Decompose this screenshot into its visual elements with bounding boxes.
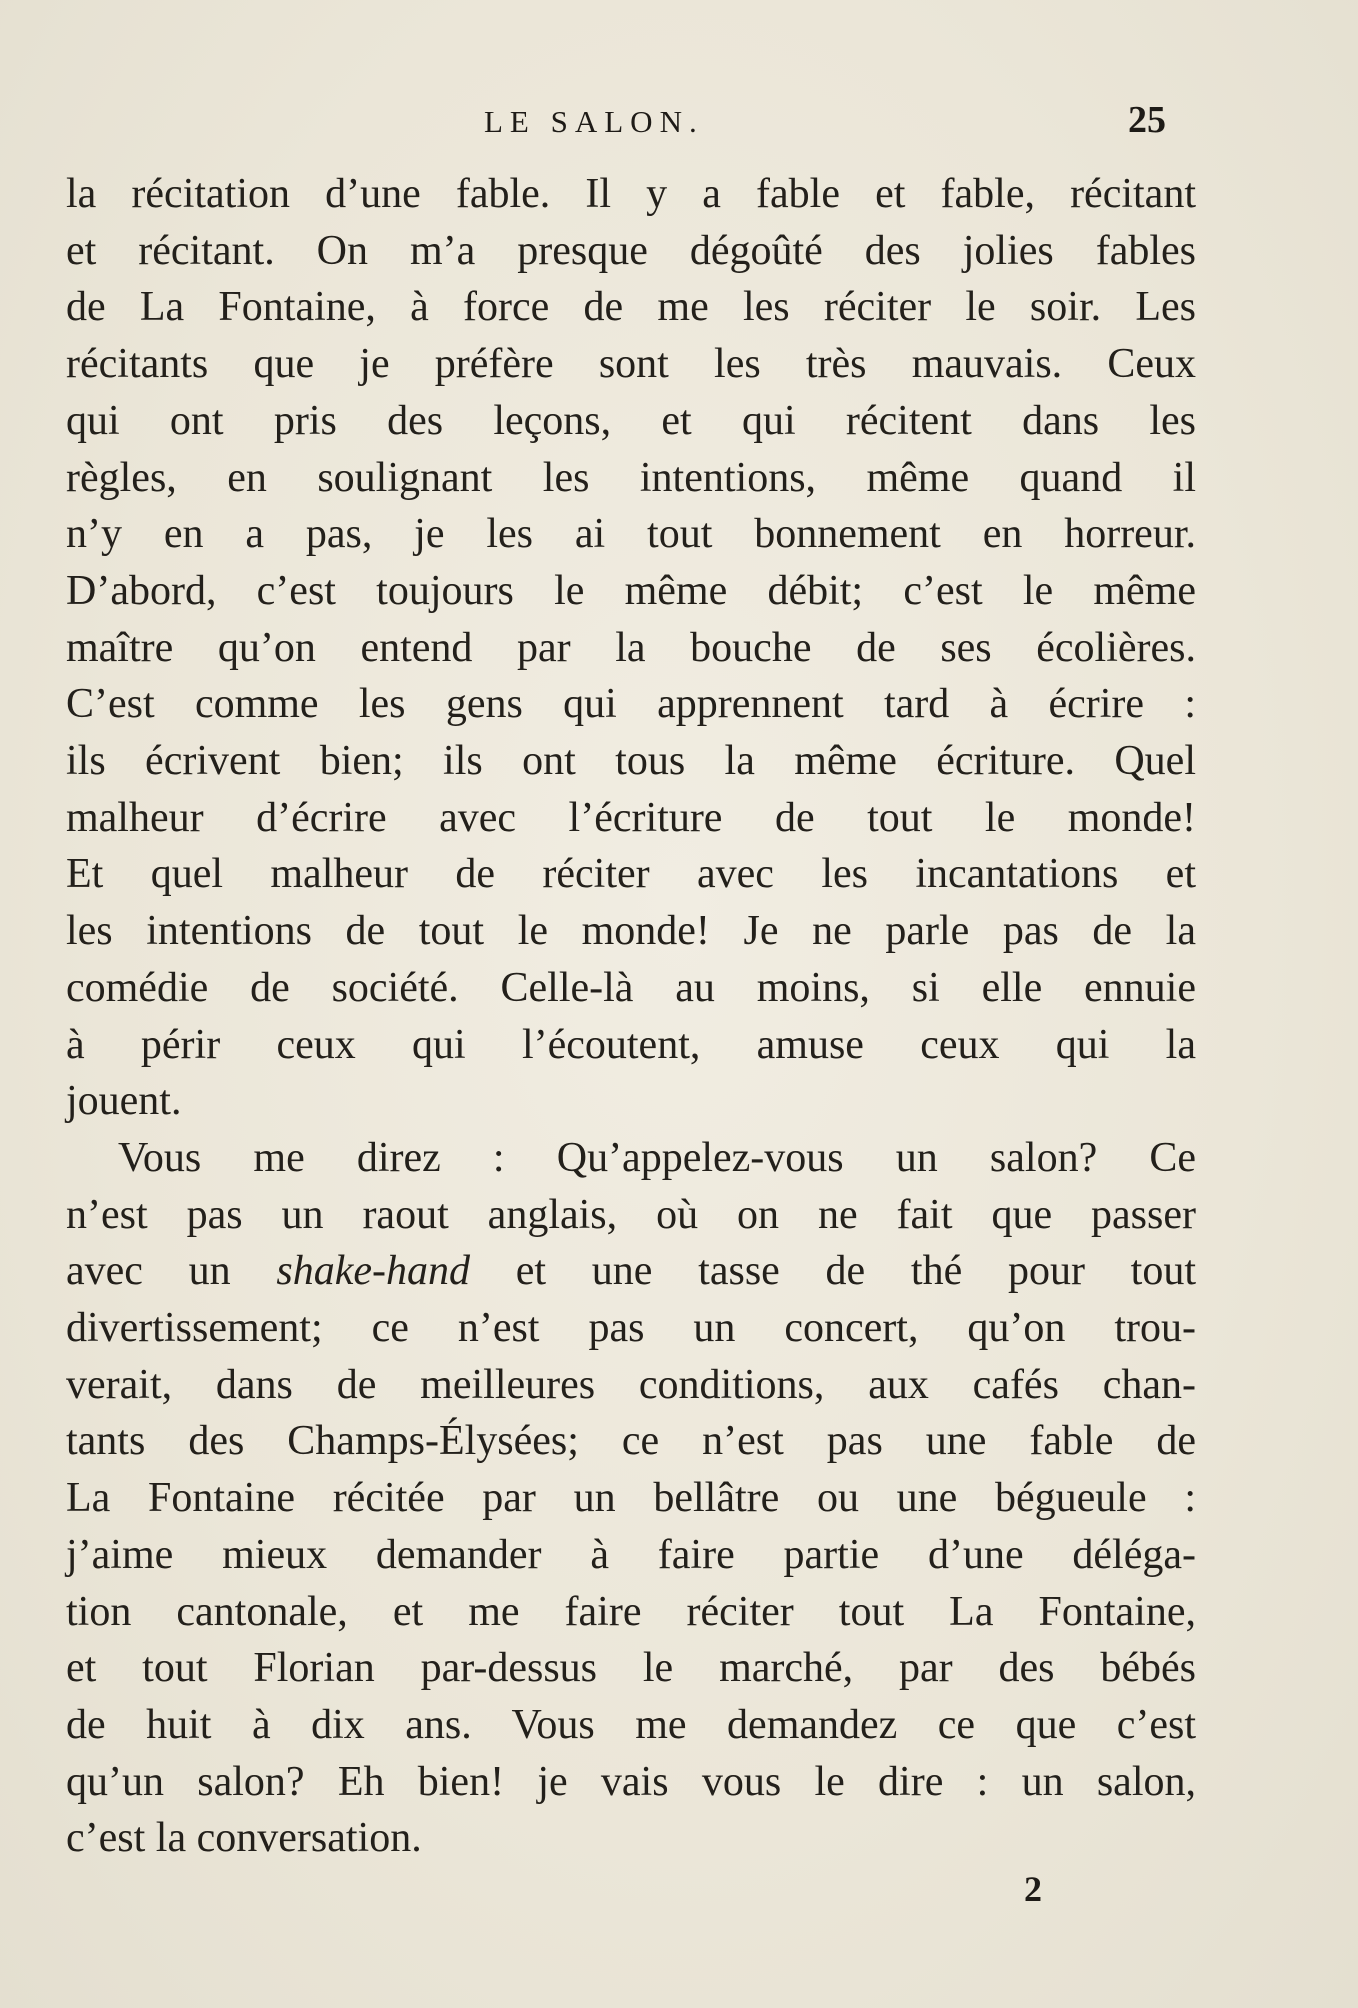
- text-line: règles, en soulignant les intentions, même quand il: [66, 454, 1196, 501]
- page-number: 25: [1128, 99, 1166, 141]
- text-line: qui ont pris des leçons, et qui récitent dans les: [66, 397, 1196, 444]
- text-line: C’est comme les gens qui apprennent tard à écrire :: [66, 681, 1196, 728]
- body-text: [66, 166, 1196, 1867]
- text-line: de La Fontaine, à force de me les réciter le soir. Les: [66, 284, 1196, 331]
- text-segment: et une tasse de thé pour tout: [515, 1248, 1196, 1295]
- text-line: verait, dans de meilleures conditions, aux cafés chan-: [66, 1361, 1196, 1408]
- text-line: les intentions de tout le monde! Je ne parle pas de la: [66, 908, 1196, 955]
- text-line: qu’un salon? Eh bien! je vais vous le dire : un salon,: [66, 1758, 1196, 1805]
- paragraph-end-line: c’est la conversation.: [66, 1815, 422, 1862]
- signature-mark: 2: [1024, 1869, 1042, 1909]
- page-header: [0, 98, 1358, 148]
- text-line: tants des Champs-Élysées; ce n’est pas une fable de: [66, 1418, 1196, 1465]
- text-line-with-italic: [66, 1243, 1196, 1300]
- paragraph-start-line: Vous me direz : Qu’appelez-vous un salon? Ce: [118, 1134, 1196, 1181]
- running-title: LE SALON.: [484, 104, 704, 139]
- text-line: comédie de société. Celle-là au moins, si elle ennuie: [66, 964, 1196, 1011]
- text-line: malheur d’écrire avec l’écriture de tout le monde!: [66, 794, 1196, 841]
- paragraph-end-line: jouent.: [66, 1078, 182, 1125]
- text-segment: avec un: [66, 1248, 231, 1295]
- text-line: divertissement; ce n’est pas un concert, qu’on trou-: [66, 1305, 1196, 1352]
- text-line: D’abord, c’est toujours le même débit; c’est le même: [66, 567, 1196, 614]
- text-line: de huit à dix ans. Vous me demandez ce que c’est: [66, 1701, 1196, 1748]
- text-line: la récitation d’une fable. Il y a fable et fable, récitant: [66, 171, 1196, 217]
- text-line: et tout Florian par-dessus le marché, par des bébés: [66, 1645, 1196, 1692]
- text-line: La Fontaine récitée par un bellâtre ou une bégueule :: [66, 1475, 1196, 1522]
- text-line: récitants que je préfère sont les très mauvais. Ceux: [66, 341, 1196, 388]
- text-line: j’aime mieux demander à faire partie d’une déléga-: [66, 1531, 1196, 1578]
- text-line: n’est pas un raout anglais, où on ne fait que passer: [66, 1191, 1196, 1238]
- text-line: maître qu’on entend par la bouche de ses écolières.: [66, 624, 1196, 671]
- text-line: Et quel malheur de réciter avec les incantations et: [66, 851, 1196, 898]
- text-line: ils écrivent bien; ils ont tous la même écriture. Quel: [66, 738, 1196, 785]
- text-line: à périr ceux qui l’écoutent, amuse ceux qui la: [66, 1021, 1196, 1068]
- text-line: n’y en a pas, je les ai tout bonnement en horreur.: [66, 511, 1196, 558]
- italic-term: shake-hand: [276, 1248, 471, 1295]
- text-line: tion cantonale, et me faire réciter tout La Fontaine,: [66, 1588, 1196, 1635]
- text-line: et récitant. On m’a presque dégoûté des jolies fables: [66, 227, 1196, 274]
